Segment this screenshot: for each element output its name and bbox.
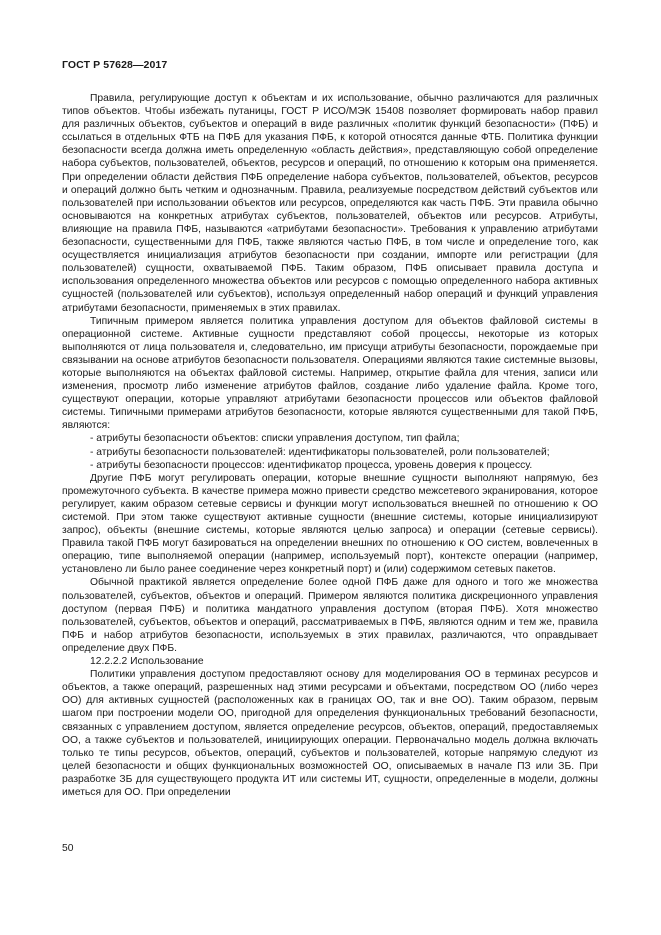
document-body <box>62 92 598 799</box>
list-item: - атрибуты безопасности пользователей: идентификаторы пользователей, роли пользователей; <box>90 446 550 458</box>
paragraph-pfb-definition: Правила, регулирующие доступ к объектам и их использование, обычно различаются для различных типов объектов. Чтобы избежать путаницы, ГОСТ Р ИСО/МЭК 15408 позволяет формировать набор правил для различных объектов, субъектов и операций в виде различных «политик функций безопасности» (ПФБ) и ссылаться в отдельных ФТБ на ПФБ для указания ПФБ, к которой относятся данные ФТБ. Политика функции безопасности всегда должна иметь определенную «область действия», представляющую собой определение набора субъектов, пользователей, объектов, ресурсов и операций, по отношению к которым она применяется. При определении области действия ПФБ определение набора субъектов, пользователей, объектов, ресурсов и операций должно быть четким и однозначным. Правила, реализуемые посредством действий субъектов или пользователей при использовании объектов или ресурсов, определяются как часть ПФБ. Эти правила обычно основываются на конкретных атрибутах субъектов, пользователей, объектов или ресурсов. Атрибуты, влияющие на правила ПФБ, называются «атрибутами безопасности». Требования к управлению атрибутами безопасности, существенными для ПФБ, также являются частью ПФБ, в том числе и определение того, как осуществляется инициализация атрибутов безопасности при создании, импорте или регистрации (для пользователей) сущности, охватываемой ПФБ. Таким образом, ПФБ описывает правила доступа и использования определенного множества объектов или ресурсов с помощью определенного набора активных сущностей (пользователей или субъектов), используя определенный набор операций и функций управления атрибутами безопасности, применяемых в этих правилах. <box>62 93 598 314</box>
paragraph-multiple-pfb: Обычной практикой является определение более одной ПФБ даже для одного и того же множества пользователей, субъектов, объектов и операций. Примером являются политика дискреционного управления доступом (первая ПФБ) и политика мандатного управления доступом (вторая ПФБ). Хотя множество пользователей, субъектов, объектов и операций, рассматриваемых в ПФБ, являются одним и тем же, правила ПФБ и набор атрибутов безопасности, используемых в этих правилах, различаются, что оправдывает определение двух ПФБ. <box>62 577 598 654</box>
list-item: - атрибуты безопасности процессов: идентификатор процесса, уровень доверия к процессу. <box>90 459 533 471</box>
section-heading: 12.2.2.2 Использование <box>90 656 204 668</box>
list-item: - атрибуты безопасности объектов: списки управления доступом, тип файла; <box>90 433 460 445</box>
document-header: ГОСТ Р 57628—2017 <box>62 59 168 71</box>
paragraph-usage: Политики управления доступом предоставляют основу для моделирования ОО в терминах ресурсов и объектов, а также операций, разрешенных над этими ресурсами и объектами, посредством ОО (либо через ОО) для активных сущностей (расположенных как в границах ОО, так и вне ОО). Таким образом, первым шагом при построении модели ОО, пригодной для определения функциональных требований безопасности, связанных с управлением доступом, является определение ресурсов, объектов, операций, предоставляемых ОО, а также субъектов и пользователей, инициирующих операции. Первоначально модель должна включать только те типы ресурсов, объектов, операций, субъектов и пользователей, которые напрямую следуют из целей безопасности и общих функциональных возможностей ОО, описываемых в начале ПЗ или ЗБ. При разработке ЗБ для существующего продукта ИТ или системы ИТ, сущности, определенные в модели, должны иметься для ОО. При определении <box>62 669 598 798</box>
paragraph-other-pfb: Другие ПФБ могут регулировать операции, которые внешние сущности выполняют напрямую, без промежуточного субъекта. В качестве примера можно привести средство межсетевого экранирования, которое регулирует, каким образом сетевые сервисы и функции могут использоваться внешней по отношению к ОО системой. При этом также существуют активные сущности (внешние системы, которые инициализируют запрос), объекты (внешние системы, которые являются целью запроса) и операции (сетевые сервисы). Правила такой ПФБ могут базироваться на определении внешних по отношению к ОО систем, вовлеченных в операцию, типе выполняемой операции (например, используемый порт), контексте операции (например, установлено ли было ранее соединение через конкретный порт) и (или) содержимом сетевых пакетов. <box>62 472 598 576</box>
paragraph-access-control-example: Типичным примером является политика управления доступом для объектов файловой системы в операционной системе. Активные сущности представляют собой процессы, некоторые из которых выполняются от лица пользователя и, следовательно, им присущи атрибуты безопасности, порождаемые при связывании на основе атрибутов безопасности пользователя. Операциями являются такие системные вызовы, которые выполняются на объектах файловой системы. Например, открытие файла для чтения, записи или изменения, просмотр либо изменение атрибутов файлов, создание либо удаление файла. Кроме того, существуют операции, которые управляют атрибутами безопасности процессов или объектов файловой системы. Типичными примерами атрибутов безопасности, которые являются существенными для такой ПФБ, являются: <box>62 315 598 432</box>
page-number: 50 <box>62 843 74 854</box>
